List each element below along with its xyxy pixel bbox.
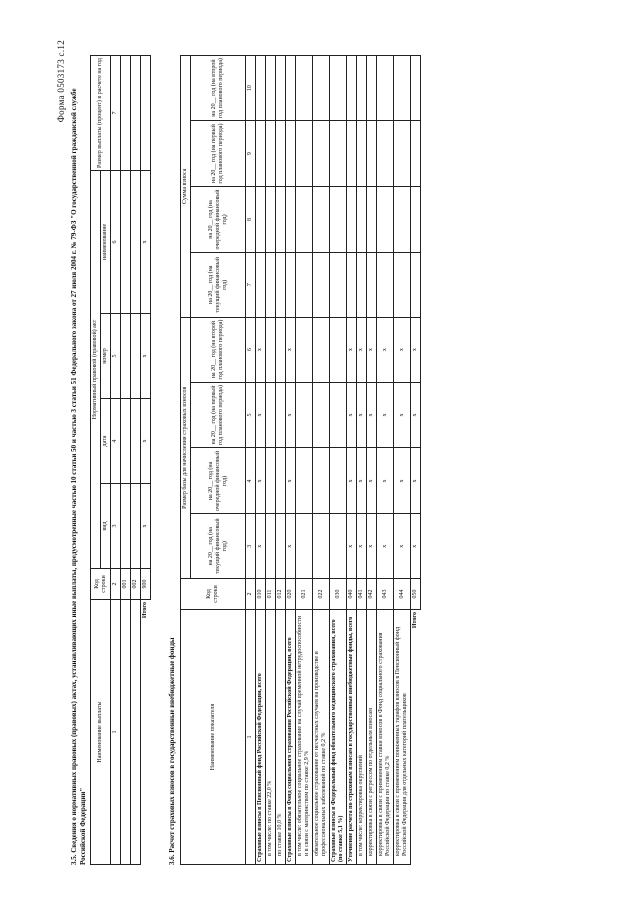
cell xyxy=(394,56,411,121)
col-num: 1 xyxy=(111,600,121,865)
cell: x xyxy=(286,382,296,448)
cell: x xyxy=(411,448,421,514)
cell xyxy=(276,514,286,579)
cell: x xyxy=(377,514,394,579)
row-code: 001 xyxy=(121,569,131,600)
row-code: 002 xyxy=(131,569,141,600)
header-period: на 20__ год (на второй год планового периода) xyxy=(191,317,246,382)
cell: x xyxy=(141,399,151,484)
cell xyxy=(276,186,286,252)
cell xyxy=(347,253,357,318)
row-code: 020 xyxy=(286,579,296,610)
cell xyxy=(286,121,296,187)
cell xyxy=(347,121,357,187)
cell: x xyxy=(141,484,151,569)
table-row xyxy=(131,56,141,865)
cell xyxy=(330,317,347,382)
cell xyxy=(367,253,377,318)
col-num: 3 xyxy=(246,514,256,579)
cell xyxy=(367,121,377,187)
cell xyxy=(256,121,266,187)
row-code: 044 xyxy=(394,579,411,610)
cell xyxy=(266,56,276,121)
cell xyxy=(313,317,330,382)
cell xyxy=(330,121,347,187)
cell xyxy=(266,317,276,382)
cell xyxy=(266,382,276,448)
cell: x xyxy=(141,171,151,314)
cell xyxy=(330,382,347,448)
header-act-type: вид xyxy=(101,484,111,569)
indicator-name: корректировка в связи с применением ставки взносов в Фонд социального страхования Российской Федерации по ставке 0,2 % xyxy=(377,610,394,865)
payments-table xyxy=(90,55,151,865)
cell: x xyxy=(367,514,377,579)
header-base: Размер базы для начисления страховых взносов xyxy=(181,317,191,578)
section-3-5-title: 3.5. Сведения о нормативных правовых (правовых) актах, устанавливающих иные выплаты, предусмотренные частью 10 статьи 50 и частью 3 статьи 51 Федерального закона от 27 июля 2004 г. № 79-ФЗ "О государственной гражданской службе Российской Федерации" xyxy=(70,88,87,865)
form-code: Форма 0503173 с.12 xyxy=(56,40,66,123)
col-num: 6 xyxy=(246,317,256,382)
row-code: 012 xyxy=(276,579,286,610)
cell xyxy=(313,253,330,318)
col-num: 5 xyxy=(246,382,256,448)
cell: x xyxy=(367,317,377,382)
cell: x xyxy=(394,448,411,514)
cell xyxy=(357,56,367,121)
cell xyxy=(121,171,131,314)
cell: x xyxy=(347,514,357,579)
cell xyxy=(313,121,330,187)
cell xyxy=(276,448,286,514)
cell: x xyxy=(256,448,266,514)
cell: x xyxy=(377,317,394,382)
header-sum: Сумма взноса xyxy=(181,56,191,318)
cell xyxy=(347,56,357,121)
cell: x xyxy=(286,317,296,382)
payment-name xyxy=(121,600,131,865)
table-row xyxy=(367,56,377,865)
table-row xyxy=(377,56,394,865)
table-row xyxy=(286,56,296,865)
col-num: 2 xyxy=(111,569,121,600)
cell xyxy=(266,514,276,579)
col-num: 4 xyxy=(111,399,121,484)
header-period: на 20__ год (на очередной финансовый год) xyxy=(191,448,246,514)
cell xyxy=(377,186,394,252)
cell: x xyxy=(357,382,367,448)
cell xyxy=(131,171,141,314)
cell xyxy=(330,56,347,121)
cell xyxy=(411,121,421,187)
cell xyxy=(377,56,394,121)
cell xyxy=(357,253,367,318)
total-label: Итого xyxy=(142,602,149,619)
cell xyxy=(330,253,347,318)
indicator-name: корректировка в связи с применением пониженных тарифов взносов в Пенсионный фонд Российской Федерации для отдельных категорий плательщиков xyxy=(394,610,411,865)
col-num: 9 xyxy=(246,121,256,187)
cell: x xyxy=(377,382,394,448)
cell xyxy=(296,317,313,382)
cell xyxy=(367,186,377,252)
cell: x xyxy=(394,514,411,579)
cell xyxy=(377,121,394,187)
cell: x xyxy=(367,448,377,514)
row-code: 040 xyxy=(347,579,357,610)
cell xyxy=(266,121,276,187)
cell xyxy=(131,399,141,484)
table-row xyxy=(266,56,276,865)
cell xyxy=(121,56,131,171)
cell xyxy=(131,484,141,569)
total-code: 900 xyxy=(141,569,151,600)
cell xyxy=(256,56,266,121)
cell xyxy=(256,253,266,318)
cell xyxy=(296,56,313,121)
insurance-table xyxy=(180,55,421,865)
header-indicator: Наименование показателя xyxy=(181,610,246,865)
row-code: 022 xyxy=(313,579,330,610)
header-period: на 20__ год (на первый год планового периода) xyxy=(191,121,246,187)
cell xyxy=(266,253,276,318)
total-label: Итого xyxy=(412,612,419,629)
payment-name xyxy=(131,600,141,865)
section-3-6-title: 3.6. Расчет страховых взносов в государственные внебюджетные фонды xyxy=(168,637,176,865)
cell: x xyxy=(367,382,377,448)
cell xyxy=(276,382,286,448)
col-num: 2 xyxy=(246,579,256,610)
header-code: Код строки xyxy=(181,579,246,610)
cell xyxy=(313,382,330,448)
col-num: 5 xyxy=(111,314,121,399)
cell xyxy=(394,186,411,252)
cell xyxy=(313,448,330,514)
cell xyxy=(141,56,151,171)
cell xyxy=(330,448,347,514)
cell xyxy=(357,186,367,252)
indicator-name: обязательное социальное страхование от несчастных случаев на производстве и профессиональных заболеваний по ставке 0,2 % xyxy=(313,610,330,865)
table-row xyxy=(256,56,266,865)
cell xyxy=(411,186,421,252)
table-row xyxy=(313,56,330,865)
cell xyxy=(296,253,313,318)
cell xyxy=(276,121,286,187)
cell: x xyxy=(256,382,266,448)
cell xyxy=(313,56,330,121)
cell xyxy=(296,448,313,514)
col-num: 8 xyxy=(246,186,256,252)
cell: x xyxy=(256,514,266,579)
cell xyxy=(276,253,286,318)
indicator-name: Страховые взносы в Федеральный фонд обязательного медицинского страхования, всего (по ставке 5,1 %) xyxy=(330,610,347,865)
cell: x xyxy=(347,382,357,448)
col-num: 10 xyxy=(246,56,256,121)
cell: x xyxy=(141,314,151,399)
indicator-name: в том числе: по ставке 22,0 % xyxy=(266,610,276,865)
col-num: 7 xyxy=(246,253,256,318)
cell xyxy=(411,253,421,318)
row-code: 010 xyxy=(256,579,266,610)
indicator-name: по ставке 10,0 % xyxy=(276,610,286,865)
col-num: 7 xyxy=(111,56,121,171)
cell xyxy=(357,121,367,187)
table-row xyxy=(330,56,347,865)
total-row xyxy=(411,56,421,865)
cell: x xyxy=(347,317,357,382)
cell xyxy=(276,317,286,382)
header-period: на 20__ год (на очередной финансовый год) xyxy=(191,186,246,252)
cell xyxy=(330,186,347,252)
cell xyxy=(347,186,357,252)
cell: x xyxy=(377,448,394,514)
header-act-name: наименование xyxy=(101,171,111,314)
header-period: на 20__ год (на текущий финансовый год) xyxy=(191,253,246,318)
cell xyxy=(296,514,313,579)
header-legal-act: Нормативный правовой (правовой) акт xyxy=(91,171,101,569)
cell xyxy=(131,56,141,171)
cell xyxy=(367,56,377,121)
col-num: 1 xyxy=(246,610,256,865)
header-period: на 20__ год (на второй год планового периода) xyxy=(191,56,246,121)
cell xyxy=(296,121,313,187)
cell xyxy=(131,314,141,399)
table-row xyxy=(276,56,286,865)
indicator-name: Страховые взносы в Фонд социального страхования Российской Федерации, всего xyxy=(286,610,296,865)
cell: x xyxy=(411,514,421,579)
cell: x xyxy=(394,317,411,382)
column-numbers-row xyxy=(111,56,121,865)
cell xyxy=(276,56,286,121)
cell xyxy=(121,314,131,399)
indicator-name: корректировка в связи с регрессом по отдельным взносам xyxy=(367,610,377,865)
col-num: 3 xyxy=(111,484,121,569)
row-code: 011 xyxy=(266,579,276,610)
header-act-date: дата xyxy=(101,399,111,484)
table-row xyxy=(121,56,131,865)
row-code: 041 xyxy=(357,579,367,610)
indicator-name: в том числе: обязательное социальное страхование на случай временной нетрудоспособности и в связи с материнством по ставке 2,9 % xyxy=(296,610,313,865)
cell xyxy=(121,484,131,569)
cell xyxy=(330,514,347,579)
cell: x xyxy=(286,514,296,579)
row-code: 043 xyxy=(377,579,394,610)
cell: x xyxy=(411,317,421,382)
indicator-name: в том числе: корректировка округлений xyxy=(357,610,367,865)
indicator-name: Страховые взносы в Пенсионный фонд Российской Федерации, всего xyxy=(256,610,266,865)
cell: x xyxy=(394,382,411,448)
cell xyxy=(266,186,276,252)
cell: x xyxy=(357,514,367,579)
total-row xyxy=(141,56,151,865)
row-code: 021 xyxy=(296,579,313,610)
header-payment-name: Наименование выплаты xyxy=(91,600,111,865)
row-code: 042 xyxy=(367,579,377,610)
cell: x xyxy=(286,448,296,514)
cell: x xyxy=(357,448,367,514)
header-period: на 20__ год (на первый год планового периода) xyxy=(191,382,246,448)
cell: x xyxy=(357,317,367,382)
total-code: 050 xyxy=(411,579,421,610)
cell xyxy=(286,56,296,121)
cell xyxy=(411,56,421,121)
table-row xyxy=(357,56,367,865)
table-row xyxy=(347,56,357,865)
header-period: на 20__ год (на текущий финансовый год) xyxy=(191,514,246,579)
column-numbers-row xyxy=(246,56,256,865)
cell xyxy=(394,121,411,187)
cell xyxy=(286,253,296,318)
col-num: 6 xyxy=(111,171,121,314)
cell: x xyxy=(411,382,421,448)
cell xyxy=(313,186,330,252)
cell xyxy=(121,399,131,484)
row-code: 030 xyxy=(330,579,347,610)
indicator-name: Уточнение расчета по страховым взносам в государственные внебюджетные фонды, всего xyxy=(347,610,357,865)
cell xyxy=(313,514,330,579)
col-num: 4 xyxy=(246,448,256,514)
header-amount: Размер выплаты (процент) в расчете на год xyxy=(91,56,111,171)
cell xyxy=(296,186,313,252)
cell xyxy=(256,186,266,252)
table-row xyxy=(394,56,411,865)
cell xyxy=(286,186,296,252)
cell xyxy=(394,253,411,318)
cell: x xyxy=(256,317,266,382)
header-code: Код строки xyxy=(91,569,111,600)
cell xyxy=(296,382,313,448)
cell xyxy=(377,253,394,318)
header-act-number: номер xyxy=(101,314,111,399)
cell: x xyxy=(347,448,357,514)
table-row xyxy=(296,56,313,865)
cell xyxy=(266,448,276,514)
